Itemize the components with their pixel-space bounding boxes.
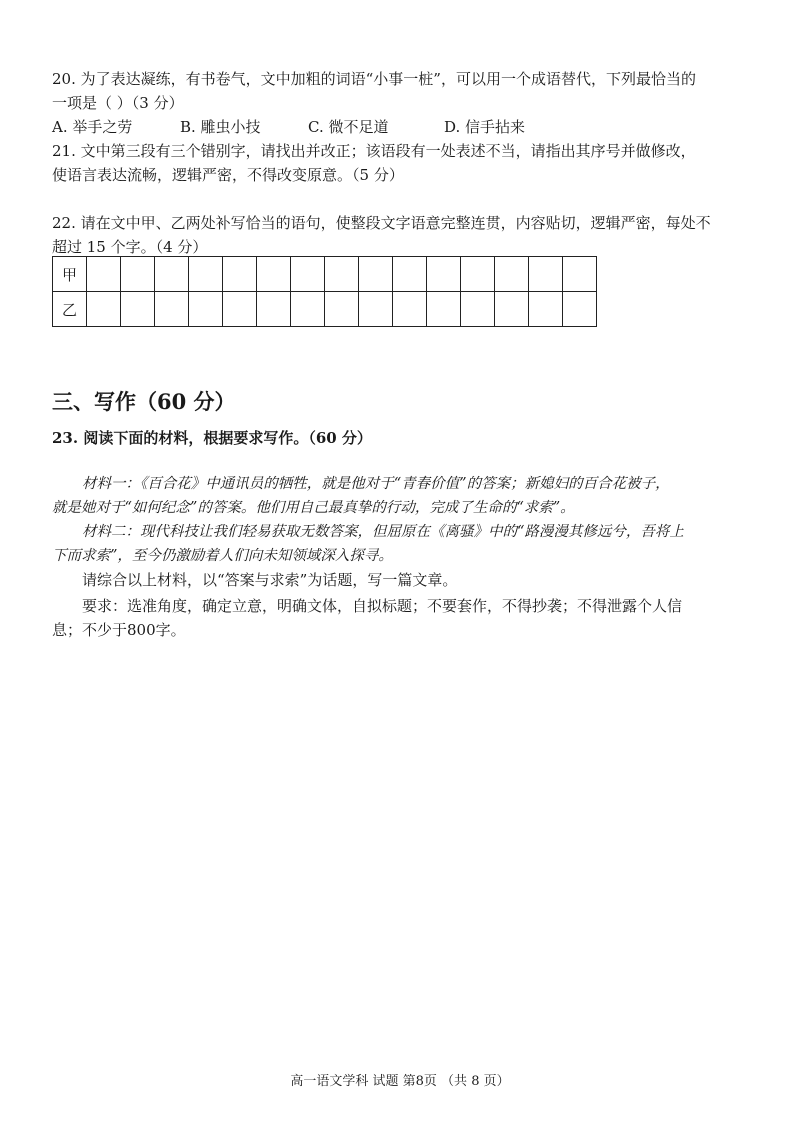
answer-cell[interactable] (529, 257, 563, 292)
answer-cell[interactable] (325, 257, 359, 292)
answer-cell[interactable] (257, 292, 291, 327)
answer-cell[interactable] (121, 257, 155, 292)
answer-cell[interactable] (223, 292, 257, 327)
page-footer: 高一语文学科 试题 第8页 （共 8 页） (290, 1074, 510, 1089)
answer-cell[interactable] (325, 292, 359, 327)
q21-line2: 使语言表达流畅，逻辑严密，不得改变原意。（5 分） (52, 166, 404, 184)
material1-line1: 材料一：《百合花》中通讯员的牺牲，就是他对于“青春价值”的答案；新媳妇的百合花被子， (82, 476, 670, 492)
writing-task: 请综合以上材料，以“答案与求索”为话题，写一篇文章。 (82, 571, 458, 589)
q20-option-c: C. 微不足道 (308, 118, 389, 136)
answer-cell[interactable] (291, 292, 325, 327)
material1-line2: 就是她对于“如何纪念”的答案。他们用自己最真挚的行动，完成了生命的“求索”。 (52, 500, 575, 516)
answer-cell[interactable] (155, 257, 189, 292)
q20-options (52, 117, 525, 137)
q20-option-a: A. 举手之劳 (52, 118, 133, 136)
answer-cell[interactable] (155, 292, 189, 327)
answer-grid (52, 256, 597, 327)
q20-option-b: B. 雕虫小技 (180, 118, 261, 136)
answer-cell[interactable] (359, 257, 393, 292)
q21-line1: 21. 文中第三段有三个错别字，请找出并改正；该语段有一处表述不当，请指出其序号并做修改， (52, 142, 696, 160)
answer-row-yi (53, 292, 597, 327)
material2-line1: 材料二：现代科技让我们轻易获取无数答案，但屈原在《离骚》中的“路漫漫其修远兮，吾将上 (82, 524, 684, 540)
answer-cell[interactable] (223, 257, 257, 292)
answer-cell[interactable] (87, 257, 121, 292)
q22-line1: 22. 请在文中甲、乙两处补写恰当的语句，使整段文字语意完整连贯，内容贴切，逻辑严密，每处不 (52, 214, 711, 232)
answer-cell[interactable] (359, 292, 393, 327)
answer-cell[interactable] (529, 292, 563, 327)
answer-cell[interactable] (563, 292, 597, 327)
answer-cell[interactable] (87, 292, 121, 327)
answer-cell[interactable] (393, 257, 427, 292)
section-title-writing: 三、写作（60 分） (52, 389, 236, 414)
answer-cell[interactable] (291, 257, 325, 292)
q23-prompt: 23. 阅读下面的材料，根据要求写作。（60 分） (52, 429, 372, 447)
requirements-line2: 息；不少于800字。 (52, 621, 186, 639)
answer-cell[interactable] (189, 257, 223, 292)
answer-cell[interactable] (461, 257, 495, 292)
answer-cell[interactable] (121, 292, 155, 327)
answer-cell[interactable] (257, 257, 291, 292)
answer-cell[interactable] (495, 257, 529, 292)
q20-option-d: D. 信手拈来 (444, 118, 526, 136)
material2-line2: 下而求索”，至今仍激励着人们向未知领域深入探寻。 (52, 548, 393, 564)
row-label-yi: 乙 (53, 292, 87, 327)
row-label-jia: 甲 (53, 257, 87, 292)
q20-line1: 20. 为了表达凝练，有书卷气，文中加粗的词语“小事一桩”，可以用一个成语替代，下列最恰当的 (52, 70, 696, 88)
answer-cell[interactable] (393, 292, 427, 327)
answer-cell[interactable] (189, 292, 223, 327)
answer-cell[interactable] (461, 292, 495, 327)
requirements-line1: 要求：选准角度，确定立意，明确文体，自拟标题；不要套作，不得抄袭；不得泄露个人信 (82, 597, 683, 615)
q20-line2: 一项是（ ）（3 分） (52, 94, 184, 112)
answer-cell[interactable] (427, 292, 461, 327)
answer-cell[interactable] (563, 257, 597, 292)
q22-line2: 超过 15 个字。（4 分） (52, 238, 208, 256)
answer-cell[interactable] (427, 257, 461, 292)
answer-cell[interactable] (495, 292, 529, 327)
answer-row-jia (53, 257, 597, 292)
